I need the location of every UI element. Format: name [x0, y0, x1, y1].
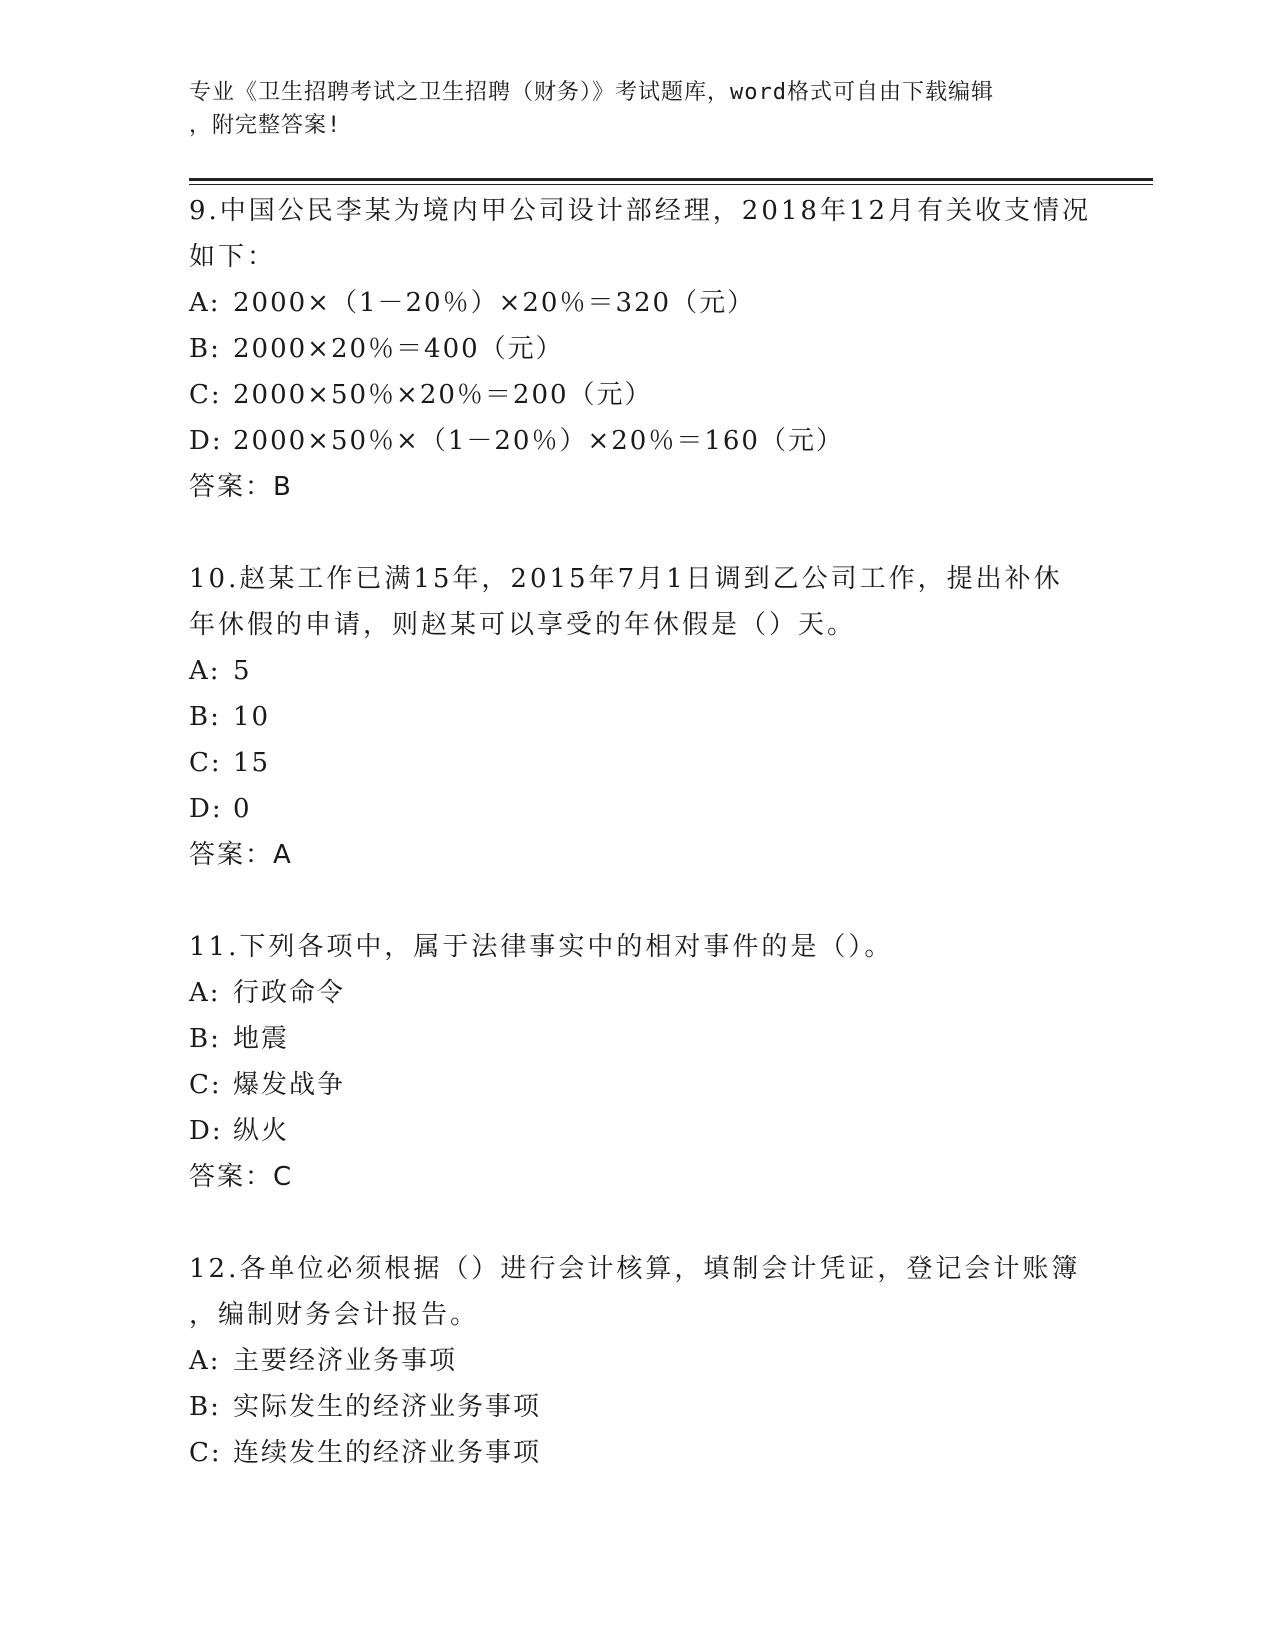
question-text-line: 10.赵某工作已满15年，2015年7月1日调到乙公司工作，提出补休	[189, 564, 1063, 594]
option-text: 爆发战争	[233, 1070, 346, 1100]
option-label: C:	[189, 748, 222, 778]
option-text: 实际发生的经济业务事项	[233, 1392, 542, 1422]
option-text: 2000×50％×20％＝200（元）	[233, 380, 653, 410]
question-11	[189, 924, 1089, 1200]
question-text-line: 12.各单位必须根据（）进行会计核算，填制会计凭证，登记会计账簿	[189, 1254, 1081, 1284]
option-label: A:	[189, 656, 221, 686]
option-c	[189, 1430, 1089, 1476]
option-text: 2000×（1－20％）×20％＝320（元）	[233, 288, 756, 318]
answer-line: 答案：C	[189, 1162, 294, 1192]
option-c	[189, 1062, 1089, 1108]
option-a	[189, 648, 1089, 694]
option-b	[189, 326, 1089, 372]
question-10	[189, 556, 1089, 878]
option-label: C:	[189, 1438, 222, 1468]
option-b	[189, 1384, 1089, 1430]
question-text-line: 年休假的申请，则赵某可以享受的年休假是（）天。	[189, 610, 857, 640]
document-header	[189, 76, 1089, 142]
option-label: B:	[189, 334, 221, 364]
option-d	[189, 786, 1089, 832]
option-label: B:	[189, 1024, 221, 1054]
option-c	[189, 740, 1089, 786]
question-text-line: 9.中国公民李某为境内甲公司设计部经理，2018年12月有关收支情况	[189, 196, 1092, 226]
question-text-line: ，编制财务会计报告。	[189, 1300, 480, 1330]
option-label: A:	[189, 978, 221, 1008]
answer-line: 答案：B	[189, 472, 293, 502]
question-text-line: 11.下列各项中，属于法律事实中的相对事件的是（）。	[189, 932, 894, 962]
option-label: C:	[189, 380, 222, 410]
option-label: A:	[189, 288, 221, 318]
option-text: 连续发生的经济业务事项	[233, 1438, 542, 1468]
option-text: 地震	[233, 1024, 290, 1054]
option-text: 10	[233, 702, 271, 732]
question-text-line: 如下：	[189, 242, 277, 272]
option-d	[189, 1108, 1089, 1154]
question-9	[189, 188, 1092, 510]
option-d	[189, 418, 1089, 464]
option-text: 2000×50％×（1－20％）×20％＝160（元）	[233, 426, 844, 456]
option-text: 主要经济业务事项	[233, 1346, 458, 1376]
question-list	[189, 188, 1092, 1522]
option-text: 行政命令	[233, 978, 346, 1008]
option-a	[189, 280, 1089, 326]
option-text: 2000×20％＝400（元）	[233, 334, 564, 364]
option-label: C:	[189, 1070, 222, 1100]
answer-line: 答案：A	[189, 840, 293, 870]
option-label: D:	[189, 426, 223, 456]
option-text: 15	[233, 748, 271, 778]
option-label: B:	[189, 1392, 221, 1422]
option-text: 0	[233, 794, 252, 824]
header-divider-thick	[189, 178, 1153, 181]
option-label: D:	[189, 1116, 223, 1146]
header-line-2: ，附完整答案!	[189, 113, 342, 138]
option-a	[189, 1338, 1089, 1384]
header-line-1: 专业《卫生招聘考试之卫生招聘（财务）》考试题库，word格式可自由下载编辑	[189, 80, 994, 105]
option-label: D:	[189, 794, 223, 824]
option-text: 纵火	[233, 1116, 290, 1146]
option-b	[189, 694, 1089, 740]
option-label: A:	[189, 1346, 221, 1376]
option-a	[189, 970, 1089, 1016]
option-text: 5	[233, 656, 252, 686]
question-12	[189, 1246, 1089, 1476]
header-divider-thin	[189, 184, 1153, 185]
option-b	[189, 1016, 1089, 1062]
option-label: B:	[189, 702, 221, 732]
option-c	[189, 372, 1089, 418]
